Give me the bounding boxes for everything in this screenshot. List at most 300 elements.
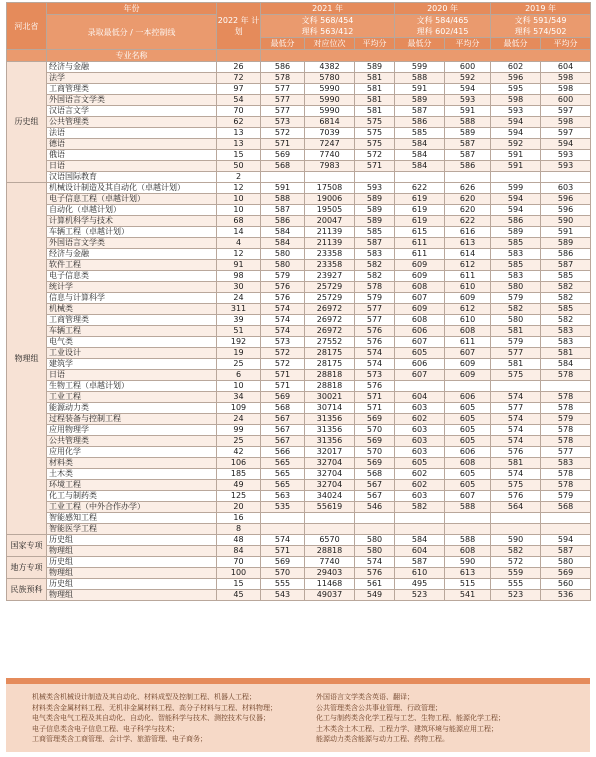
score-cell: 620 — [445, 205, 491, 216]
score-cell: 570 — [261, 568, 305, 579]
score-cell: 591 — [491, 150, 541, 161]
score-cell: 535 — [261, 502, 305, 513]
score-cell: 607 — [445, 491, 491, 502]
plan-header: 2022 年 计划 — [217, 3, 261, 50]
score-cell — [491, 172, 541, 183]
score-cell: 583 — [541, 326, 591, 337]
table-row — [7, 392, 591, 403]
notes-left — [32, 692, 277, 745]
score-cell: 580 — [355, 546, 395, 557]
note-line: 电气类含电气工程及其自动化、自动化、智能科学与技术、测控技术与仪器； — [32, 714, 270, 722]
score-cell: 19 — [217, 348, 261, 359]
major-name-cell: 日语 — [47, 370, 217, 381]
score-cell: 577 — [491, 348, 541, 359]
score-cell: 594 — [491, 117, 541, 128]
score-cell: 594 — [491, 128, 541, 139]
control-line-2020-li: 理科 602/415 — [416, 27, 469, 36]
major-name-cell: 化工与制药类 — [47, 491, 217, 502]
major-name-cell: 汉语言文学 — [47, 106, 217, 117]
score-cell: 568 — [355, 469, 395, 480]
score-cell: 586 — [491, 216, 541, 227]
score-cell: 574 — [491, 425, 541, 436]
score-cell: 24 — [217, 293, 261, 304]
table-row — [7, 282, 591, 293]
table-row — [7, 271, 591, 282]
score-cell: 26972 — [305, 304, 355, 315]
score-cell: 574 — [491, 392, 541, 403]
score-cell: 622 — [395, 183, 445, 194]
score-cell: 565 — [261, 458, 305, 469]
score-cell: 585 — [491, 260, 541, 271]
score-cell: 311 — [217, 304, 261, 315]
note-line: 外国语言文学类含英语、翻译； — [316, 693, 414, 701]
score-cell: 581 — [355, 73, 395, 84]
score-cell: 569 — [355, 458, 395, 469]
major-name-cell: 车辆工程 — [47, 326, 217, 337]
score-cell: 602 — [395, 469, 445, 480]
table-row — [7, 304, 591, 315]
score-cell: 585 — [491, 238, 541, 249]
score-cell: 607 — [445, 348, 491, 359]
score-cell: 30021 — [305, 392, 355, 403]
score-cell: 580 — [491, 282, 541, 293]
score-cell: 29403 — [305, 568, 355, 579]
major-name-cell: 外国语言文学类 — [47, 238, 217, 249]
score-cell: 611 — [445, 271, 491, 282]
major-name-cell: 计算机科学与技术 — [47, 216, 217, 227]
score-cell: 536 — [541, 590, 591, 601]
score-cell: 603 — [395, 403, 445, 414]
score-cell: 585 — [395, 128, 445, 139]
table-row — [7, 447, 591, 458]
score-cell: 583 — [491, 271, 541, 282]
score-cell: 603 — [395, 425, 445, 436]
major-name-cell: 工业设计 — [47, 348, 217, 359]
score-cell: 10 — [217, 381, 261, 392]
score-cell: 576 — [491, 447, 541, 458]
score-cell: 605 — [395, 348, 445, 359]
score-cell: 31356 — [305, 414, 355, 425]
note-line: 化工与制药类含化学工程与工艺、生物工程、能源化学工程； — [316, 714, 505, 722]
score-cell: 595 — [491, 84, 541, 95]
score-cell: 34024 — [305, 491, 355, 502]
score-cell: 598 — [491, 95, 541, 106]
table-row — [7, 348, 591, 359]
score-cell: 597 — [541, 128, 591, 139]
score-cell: 581 — [355, 95, 395, 106]
score-cell: 586 — [541, 249, 591, 260]
major-name-cell: 俄语 — [47, 150, 217, 161]
major-name-cell: 自动化（卓越计划） — [47, 205, 217, 216]
table-row — [7, 183, 591, 194]
score-spacer — [261, 50, 591, 62]
score-cell: 582 — [355, 271, 395, 282]
score-cell: 581 — [541, 348, 591, 359]
major-name-cell: 应用物理学 — [47, 425, 217, 436]
score-cell: 577 — [355, 304, 395, 315]
score-cell: 28818 — [305, 546, 355, 557]
score-cell: 626 — [445, 183, 491, 194]
score-cell: 84 — [217, 546, 261, 557]
table-row — [7, 238, 591, 249]
major-name-cell: 经济与金融 — [47, 249, 217, 260]
score-cell — [445, 513, 491, 524]
score-cell: 586 — [261, 216, 305, 227]
score-cell: 596 — [541, 194, 591, 205]
score-cell — [355, 513, 395, 524]
score-cell: 495 — [395, 579, 445, 590]
score-cell: 559 — [491, 568, 541, 579]
score-cell: 611 — [445, 337, 491, 348]
major-name-cell: 工业工程 — [47, 392, 217, 403]
major-name-cell: 德语 — [47, 139, 217, 150]
score-cell — [541, 172, 591, 183]
col-2021-min: 最低分 — [261, 38, 305, 50]
table-row — [7, 172, 591, 183]
score-cell: 571 — [261, 546, 305, 557]
score-cell: 574 — [261, 535, 305, 546]
score-cell: 578 — [541, 469, 591, 480]
score-cell: 606 — [395, 326, 445, 337]
score-cell: 572 — [355, 150, 395, 161]
score-cell: 574 — [491, 414, 541, 425]
table-row — [7, 337, 591, 348]
score-cell: 583 — [355, 249, 395, 260]
col-2021-rank: 对应位次 — [305, 38, 355, 50]
major-name-cell: 电子信息类 — [47, 271, 217, 282]
score-cell: 607 — [395, 293, 445, 304]
score-cell: 4382 — [305, 62, 355, 73]
note-line: 土木类含土木工程、工程力学、建筑环境与能源应用工程； — [316, 724, 498, 733]
score-cell: 70 — [217, 106, 261, 117]
score-cell: 10 — [217, 194, 261, 205]
major-name-cell: 统计学 — [47, 282, 217, 293]
score-cell: 588 — [445, 117, 491, 128]
score-cell: 620 — [445, 194, 491, 205]
score-cell — [305, 524, 355, 535]
score-cell: 555 — [261, 579, 305, 590]
score-cell: 579 — [491, 337, 541, 348]
score-cell — [491, 381, 541, 392]
score-cell — [445, 172, 491, 183]
score-cell: 587 — [355, 238, 395, 249]
score-cell — [305, 513, 355, 524]
major-name-cell: 过程装备与控制工程 — [47, 414, 217, 425]
score-cell: 603 — [395, 447, 445, 458]
score-cell: 605 — [445, 403, 491, 414]
score-cell: 602 — [491, 62, 541, 73]
score-cell: 20 — [217, 502, 261, 513]
year-2020-header: 2020 年 — [395, 3, 491, 15]
score-cell: 576 — [355, 568, 395, 579]
year-label: 年份 — [47, 3, 217, 15]
score-cell: 591 — [261, 183, 305, 194]
score-cell: 578 — [541, 425, 591, 436]
table-row — [7, 535, 591, 546]
score-cell: 541 — [445, 590, 491, 601]
score-cell: 619 — [395, 194, 445, 205]
score-cell: 622 — [445, 216, 491, 227]
major-name-cell: 法语 — [47, 128, 217, 139]
score-cell: 569 — [541, 568, 591, 579]
table-row — [7, 524, 591, 535]
table-row — [7, 568, 591, 579]
score-cell — [445, 381, 491, 392]
score-cell: 5990 — [305, 84, 355, 95]
score-cell: 584 — [261, 238, 305, 249]
score-cell: 109 — [217, 403, 261, 414]
score-cell: 589 — [491, 227, 541, 238]
major-name-cell: 生物工程（卓越计划） — [47, 381, 217, 392]
score-cell: 575 — [355, 128, 395, 139]
score-cell: 585 — [541, 304, 591, 315]
score-cell: 586 — [445, 161, 491, 172]
major-name-cell: 材料类 — [47, 458, 217, 469]
score-cell: 48 — [217, 535, 261, 546]
table-row — [7, 106, 591, 117]
score-cell: 573 — [355, 370, 395, 381]
table-row — [7, 227, 591, 238]
score-cell: 609 — [395, 260, 445, 271]
score-cell: 563 — [261, 491, 305, 502]
score-cell: 578 — [541, 480, 591, 491]
score-cell: 569 — [355, 414, 395, 425]
score-cell: 608 — [395, 282, 445, 293]
score-cell: 70 — [217, 557, 261, 568]
group-label: 民族预科 — [7, 579, 47, 601]
score-cell: 555 — [491, 579, 541, 590]
score-cell: 72 — [217, 73, 261, 84]
table-row — [7, 260, 591, 271]
score-cell — [445, 524, 491, 535]
score-cell: 51 — [217, 326, 261, 337]
table-row — [7, 480, 591, 491]
table-row — [7, 381, 591, 392]
score-cell: 593 — [541, 150, 591, 161]
score-cell: 578 — [355, 282, 395, 293]
score-cell: 49 — [217, 480, 261, 491]
group-label: 地方专项 — [7, 557, 47, 579]
score-cell: 606 — [445, 392, 491, 403]
score-cell: 616 — [445, 227, 491, 238]
score-cell: 611 — [395, 249, 445, 260]
score-cell: 584 — [541, 359, 591, 370]
score-cell: 45 — [217, 590, 261, 601]
score-cell: 587 — [261, 205, 305, 216]
score-cell: 580 — [355, 535, 395, 546]
score-cell: 68 — [217, 216, 261, 227]
score-cell: 578 — [541, 370, 591, 381]
score-cell: 593 — [355, 183, 395, 194]
score-cell: 589 — [355, 205, 395, 216]
score-cell: 31356 — [305, 436, 355, 447]
score-cell: 571 — [261, 139, 305, 150]
score-cell: 582 — [355, 260, 395, 271]
score-cell: 34 — [217, 392, 261, 403]
table-row — [7, 502, 591, 513]
score-cell: 600 — [445, 62, 491, 73]
score-cell: 605 — [445, 414, 491, 425]
score-cell: 578 — [541, 392, 591, 403]
score-cell: 607 — [395, 370, 445, 381]
table-row — [7, 458, 591, 469]
score-cell: 7740 — [305, 150, 355, 161]
score-cell: 576 — [355, 337, 395, 348]
major-name-cell: 工业工程（中外合作办学） — [47, 502, 217, 513]
score-cell: 25 — [217, 359, 261, 370]
score-cell: 589 — [445, 128, 491, 139]
table-row — [7, 128, 591, 139]
major-name-cell: 应用化学 — [47, 447, 217, 458]
major-name-cell: 环境工程 — [47, 480, 217, 491]
score-cell: 609 — [445, 293, 491, 304]
score-cell: 610 — [445, 282, 491, 293]
score-cell: 589 — [395, 95, 445, 106]
score-cell — [491, 513, 541, 524]
control-line-2019-li: 理科 574/502 — [514, 27, 567, 36]
col-2019-min: 最低分 — [491, 38, 541, 50]
major-name-cell: 能源动力类 — [47, 403, 217, 414]
table-row — [7, 139, 591, 150]
major-name-cell: 外国语言文学类 — [47, 95, 217, 106]
score-cell: 11468 — [305, 579, 355, 590]
table-row — [7, 359, 591, 370]
major-name-cell: 智能医学工程 — [47, 524, 217, 535]
score-cell: 600 — [541, 95, 591, 106]
score-cell: 573 — [261, 117, 305, 128]
score-cell: 571 — [355, 392, 395, 403]
score-cell: 568 — [261, 403, 305, 414]
score-cell: 42 — [217, 447, 261, 458]
score-cell: 125 — [217, 491, 261, 502]
major-name-cell: 物理组 — [47, 568, 217, 579]
score-cell: 24 — [217, 414, 261, 425]
score-cell: 579 — [541, 491, 591, 502]
major-name-cell: 软件工程 — [47, 260, 217, 271]
score-cell: 607 — [395, 337, 445, 348]
score-cell: 91 — [217, 260, 261, 271]
control-lines-2020 — [395, 15, 491, 38]
score-cell: 581 — [355, 106, 395, 117]
major-name-cell: 历史组 — [47, 579, 217, 590]
score-cell: 17508 — [305, 183, 355, 194]
score-cell: 13 — [217, 139, 261, 150]
score-cell: 611 — [395, 238, 445, 249]
major-name-cell: 工商管理类 — [47, 84, 217, 95]
table-row — [7, 326, 591, 337]
score-cell: 577 — [261, 106, 305, 117]
score-cell: 26972 — [305, 326, 355, 337]
score-cell: 603 — [395, 436, 445, 447]
major-name-cell: 汉语国际教育 — [47, 172, 217, 183]
score-cell: 574 — [491, 469, 541, 480]
score-cell: 574 — [261, 315, 305, 326]
score-cell: 619 — [395, 216, 445, 227]
score-cell: 568 — [541, 502, 591, 513]
score-cell: 590 — [541, 216, 591, 227]
score-cell: 585 — [355, 227, 395, 238]
score-cell: 577 — [261, 84, 305, 95]
score-cell: 565 — [261, 469, 305, 480]
score-cell: 592 — [445, 73, 491, 84]
score-cell: 32704 — [305, 469, 355, 480]
score-cell: 580 — [491, 315, 541, 326]
table-row — [7, 579, 591, 590]
score-cell: 549 — [355, 590, 395, 601]
score-cell: 619 — [395, 205, 445, 216]
note-line: 工商管理类含工商管理、会计学、旅游管理、电子商务； — [32, 735, 207, 743]
score-cell: 602 — [395, 414, 445, 425]
score-cell: 594 — [445, 84, 491, 95]
table-row — [7, 315, 591, 326]
score-cell: 574 — [355, 348, 395, 359]
score-cell: 574 — [355, 359, 395, 370]
score-cell: 569 — [355, 436, 395, 447]
score-cell — [261, 524, 305, 535]
score-cell: 5990 — [305, 106, 355, 117]
score-cell: 588 — [395, 73, 445, 84]
score-cell: 106 — [217, 458, 261, 469]
score-cell: 587 — [395, 106, 445, 117]
score-cell: 62 — [217, 117, 261, 128]
score-cell: 602 — [395, 480, 445, 491]
score-cell: 588 — [261, 194, 305, 205]
score-cell: 572 — [261, 348, 305, 359]
score-cell: 49037 — [305, 590, 355, 601]
note-line: 电子信息类含电子信息工程、电子科学与技术； — [32, 724, 179, 733]
major-name-cell: 电子信息工程（卓越计划） — [47, 194, 217, 205]
score-cell — [395, 172, 445, 183]
score-cell: 14 — [217, 227, 261, 238]
col-2020-avg: 平均分 — [445, 38, 491, 50]
note-line: 能源动力类含能源与动力工程、药物工程。 — [316, 735, 449, 743]
score-cell: 580 — [261, 249, 305, 260]
table-row — [7, 513, 591, 524]
major-name-header: 专业名称 — [47, 50, 217, 62]
table-row — [7, 249, 591, 260]
score-cell: 99 — [217, 425, 261, 436]
score-cell: 608 — [445, 546, 491, 557]
score-cell: 581 — [491, 359, 541, 370]
score-cell: 614 — [445, 249, 491, 260]
control-line-2021-li: 理科 563/412 — [301, 27, 354, 36]
score-cell: 613 — [445, 238, 491, 249]
score-cell: 574 — [355, 557, 395, 568]
score-cell: 581 — [355, 84, 395, 95]
score-cell: 596 — [491, 73, 541, 84]
score-cell: 192 — [217, 337, 261, 348]
score-cell: 582 — [541, 293, 591, 304]
score-cell: 7039 — [305, 128, 355, 139]
score-cell: 575 — [355, 139, 395, 150]
table-row — [7, 62, 591, 73]
score-cell: 567 — [261, 414, 305, 425]
score-cell: 609 — [445, 359, 491, 370]
score-cell: 603 — [395, 491, 445, 502]
score-cell: 31356 — [305, 425, 355, 436]
major-name-cell: 机械类 — [47, 304, 217, 315]
score-cell: 579 — [491, 293, 541, 304]
score-cell: 606 — [445, 447, 491, 458]
score-cell: 594 — [541, 535, 591, 546]
score-cell: 23358 — [305, 249, 355, 260]
note-line: 材料类含金属材料工程、无机非金属材料工程、高分子材料与工程、材料物理； — [32, 703, 277, 712]
score-cell: 594 — [541, 139, 591, 150]
score-cell: 564 — [491, 502, 541, 513]
score-cell: 576 — [355, 326, 395, 337]
score-cell: 605 — [395, 458, 445, 469]
score-cell: 578 — [541, 436, 591, 447]
